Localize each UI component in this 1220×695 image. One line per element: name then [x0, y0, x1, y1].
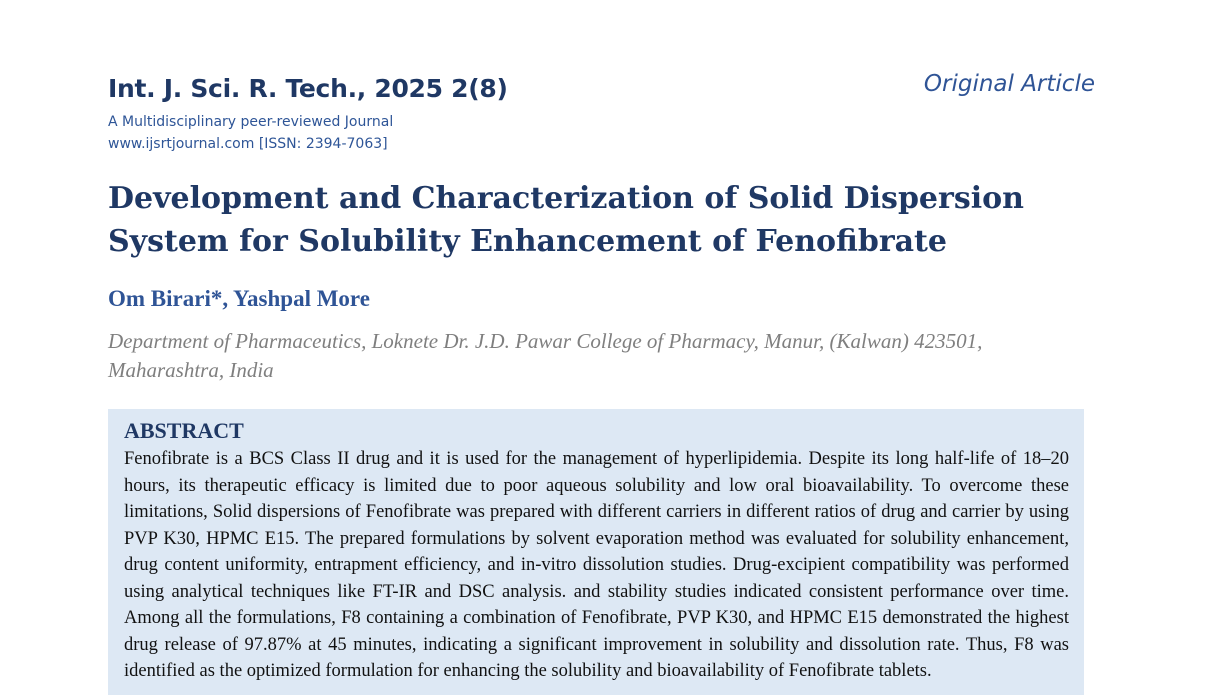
abstract-text: Fenofibrate is a BCS Class II drug and it is used for the management of hyperlipidemia. Despite its long half-life of 18–20 hours, its therapeutic efficacy is limited due to poor aqueous solubility and low oral bioavailability. To overcome these limitations, Solid dispersions of Fenofibrate was prepared with different carriers in different ratios of drug and carrier by using PVP K30, HPMC E15. The prepared formulations by solvent evaporation method was evaluated for solubility enhancement, drug content uniformity, entrapment efficiency, and in-vitro dissolution studies. Drug-excipient compatibility was performed using analytical techniques like FT-IR and DSC analysis. and stability studies indicated consistent performance over time. Among all the formulations, F8 containing a combination of Fenofibrate, PVP K30, and HPMC E15 demonstrated the highest drug release of 97.87% at 45 minutes, indicating a significant improvement in solubility and dissolution rate. Thus, F8 was identified as the optimized formulation for enhancing the solubility and bioavailability of Fenofibrate tablets. [124, 449, 1069, 681]
journal-website: www.ijsrtjournal.com [ISSN: 2394-7063] [108, 136, 388, 152]
author-affiliation: Department of Pharmaceutics, Loknete Dr. J.D. Pawar College of Pharmacy, Manur, (Kalwan) 423501, Maharashtra, India [108, 329, 983, 382]
journal-description: A Multidisciplinary peer-reviewed Journal [108, 114, 394, 130]
paper-title: Development and Characterization of Solid Dispersion System for Solubility Enhancement of Fenofibrate [108, 181, 1024, 259]
author-list: Om Birari*, Yashpal More [108, 286, 370, 311]
abstract-heading: ABSTRACT [124, 418, 244, 443]
article-type-label: Original Article [923, 71, 1095, 97]
abstract-section [108, 409, 1084, 695]
journal-title: Int. J. Sci. R. Tech., 2025 2(8) [108, 74, 508, 103]
